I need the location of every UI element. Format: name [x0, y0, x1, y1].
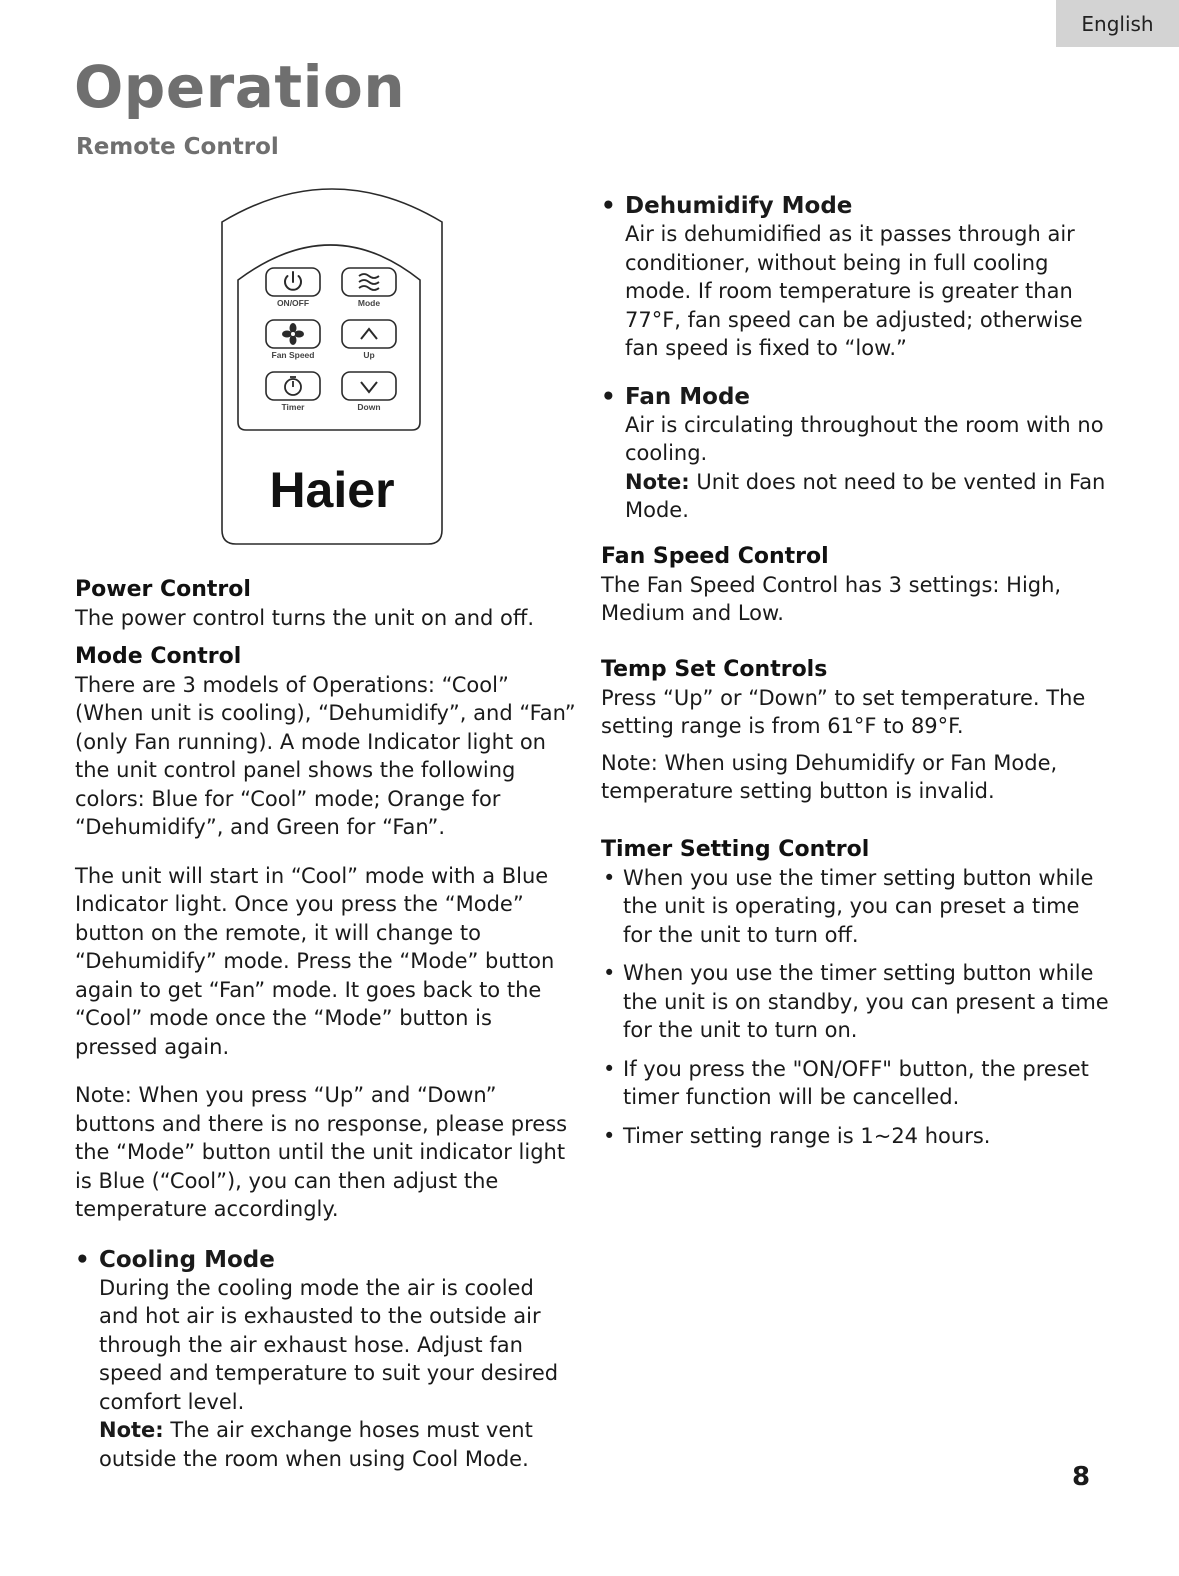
- list-item: • When you use the timer setting button while the unit is operating, you can preset a time for the unit to turn off.: [601, 864, 1111, 950]
- remote-label-mode: Mode: [357, 298, 381, 308]
- fan-mode-text: Air is circulating throughout the room with no cooling.: [625, 412, 1104, 465]
- mode-control-text: There are 3 models of Operations: “Cool” (When unit is cooling), “Dehumidify”, and “Fan” (only Fan running). A mode Indicator light on the unit control panel shows the following colors: Blue for “Cool” mode; Orange for “Dehumidify”, and Green for “Fan”.: [75, 672, 576, 839]
- remote-label-up: Up: [363, 350, 375, 360]
- left-column: [75, 576, 577, 1473]
- cooling-note-label: Note:: [99, 1418, 164, 1442]
- remote-down-button: [342, 372, 396, 412]
- remote-brand-logo: Haier: [269, 462, 395, 518]
- cooling-mode-note: [99, 1416, 577, 1473]
- remote-mode-button: [342, 268, 396, 308]
- remote-label-fanspeed: Fan Speed: [271, 350, 315, 360]
- mode-note-text: Note: When you press “Up” and “Down” buttons and there is no response, please press the “Mode” button until the unit indicator light is Blue (“Cool”), you can then adjust the temperature accordingly.: [75, 1083, 568, 1221]
- fan-mode-note-text: Unit does not need to be vented in Fan Mode.: [625, 469, 1106, 522]
- remote-onoff-button: [266, 268, 320, 308]
- power-control-heading: Power Control: [75, 577, 251, 602]
- fan-mode-heading: • Fan Mode: [625, 383, 1111, 411]
- timer-setting-list: [601, 864, 1111, 1151]
- timer-setting-control-heading: Timer Setting Control: [601, 836, 870, 862]
- page-title: Operation: [74, 53, 406, 121]
- temp-set-controls-heading: Temp Set Controls: [601, 656, 828, 682]
- cooling-note-text: The air exchange hoses must vent outside the room when using Cool Mode.: [99, 1418, 533, 1471]
- fan-speed-control-text: The Fan Speed Control has 3 settings: High, Medium and Low.: [601, 572, 1062, 625]
- right-column: [601, 192, 1111, 1160]
- mode-control-heading: Mode Control: [75, 643, 242, 669]
- fan-mode-note: [625, 468, 1111, 525]
- cooling-mode-text: During the cooling mode the air is cooled and hot air is exhausted to the outside air through the air exhaust hose. Adjust fan speed and temperature to suit your desired comfort level.: [99, 1275, 559, 1414]
- list-item: • Timer setting range is 1~24 hours.: [601, 1122, 1111, 1151]
- remote-label-onoff: ON/OFF: [276, 298, 310, 308]
- remote-label-timer: Timer: [281, 402, 305, 412]
- page-number: 8: [1072, 1462, 1091, 1492]
- temp-set-controls-note: Note: When using Dehumidify or Fan Mode, temperature setting button is invalid.: [601, 750, 1058, 803]
- page-subtitle: Remote Control: [76, 134, 279, 160]
- remote-timer-button: [266, 372, 320, 412]
- power-control-text: The power control turns the unit on and off.: [75, 606, 535, 630]
- language-tab: English: [1056, 0, 1179, 47]
- remote-fanspeed-button: [266, 320, 320, 360]
- remote-up-button: [342, 320, 396, 360]
- fan-speed-control-heading: Fan Speed Control: [601, 543, 829, 569]
- temp-set-controls-text: Press “Up” or “Down” to set temperature. The setting range is from 61°F to 89°F.: [601, 685, 1086, 738]
- fan-mode-note-label: Note:: [625, 469, 690, 494]
- list-item: • When you use the timer setting button while the unit is on standby, you can present a time for the unit to turn on.: [601, 959, 1111, 1045]
- dehumidify-mode-text: Air is dehumidified as it passes through air conditioner, without being in full cooling mode. If room temperature is greater than 77°F, fan speed can be adjusted; otherwise fan speed is fixed to “low.”: [625, 222, 1083, 360]
- cooling-mode-heading: • Cooling Mode: [99, 1246, 577, 1274]
- remote-label-down: Down: [357, 402, 381, 412]
- list-item: • If you press the "ON/OFF" button, the preset timer function will be cancelled.: [601, 1055, 1111, 1112]
- mode-start-text: The unit will start in “Cool” mode with a Blue Indicator light. Once you press the “Mode” button on the remote, it will change to “Dehumidify” mode. Press the “Mode” button again to get “Fan” mode. It goes back to the “Cool” mode once the “Mode” button is pressed again.: [75, 863, 555, 1059]
- remote-control-illustration: [220, 182, 444, 548]
- dehumidify-mode-heading: • Dehumidify Mode: [625, 192, 1111, 220]
